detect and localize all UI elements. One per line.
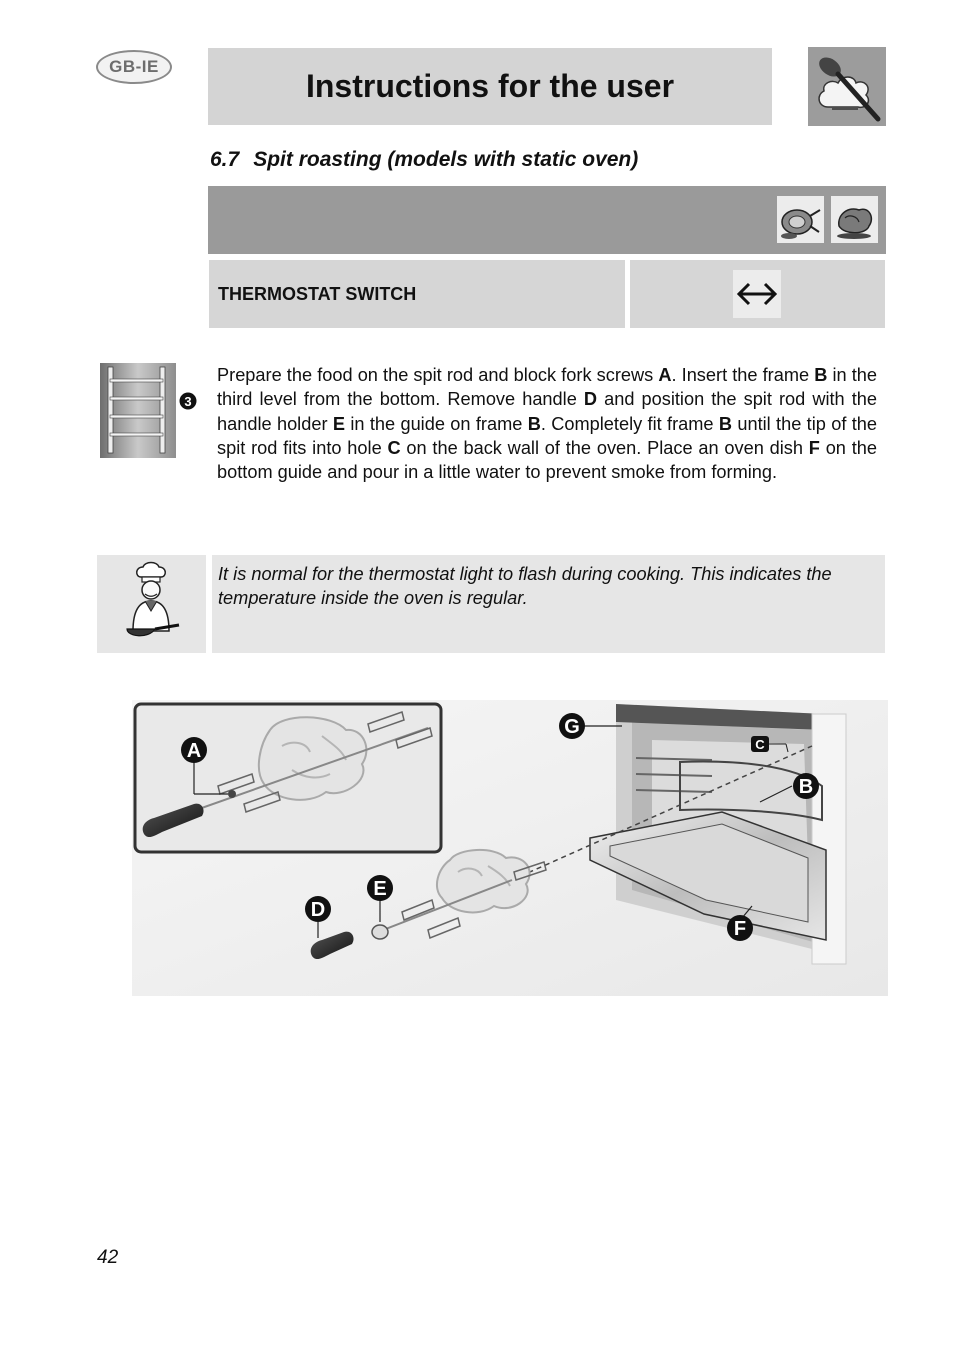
section-heading: [210, 148, 638, 172]
instruction-text: Prepare the food on the spit rod and block fork screws: [217, 365, 659, 385]
header-title-box: [208, 48, 772, 125]
meat-roast-icon: [777, 196, 824, 243]
instruction-text: on the back wall of the oven. Place an oven dish: [400, 437, 809, 458]
diagram-label-b: B: [798, 776, 814, 798]
shelf-level-badge: 3: [184, 394, 192, 409]
region-badge: GB-IE: [96, 50, 172, 84]
thermostat-label-text: THERMOSTAT SWITCH: [218, 283, 417, 304]
page-number: 42: [97, 1247, 119, 1268]
page-title: Instructions for the user: [305, 68, 675, 104]
note-text: It is normal for the thermostat light to flash during cooking. This indicates the temperature inside the oven is regular.: [218, 564, 832, 608]
part-letter: B: [527, 413, 541, 434]
spit-roast-symbol-icon: [733, 270, 781, 318]
part-letter: B: [814, 365, 828, 385]
instructions-paragraph: [217, 363, 877, 484]
part-letter: B: [718, 413, 732, 434]
part-letter: D: [583, 389, 598, 410]
instruction-text: . Completely fit frame: [540, 413, 719, 434]
chef-spoon-icon: [808, 47, 886, 126]
part-letter: E: [332, 413, 345, 434]
diagram-label-d: D: [310, 899, 326, 921]
part-letter: A: [658, 365, 672, 385]
instruction-text: and position the spit rod with the handle holder: [217, 389, 878, 434]
spit-roast-assembly-diagram: [132, 700, 888, 996]
diagram-label-e: E: [373, 878, 387, 900]
chef-cooking-icon: [97, 555, 206, 653]
diagram-label-g: G: [564, 716, 580, 738]
section-title: Spit roasting (models with static oven): [253, 148, 639, 171]
thermostat-switch-label: [209, 260, 625, 328]
part-letter: F: [808, 437, 820, 458]
instruction-text: in the guide on frame: [345, 413, 528, 434]
section-number: 6.7: [210, 148, 240, 171]
instruction-text: until the tip of the spit rod fits into hole: [217, 413, 877, 458]
instruction-text: on the bottom guide and pour in a little water to prevent smoke from forming.: [217, 437, 877, 483]
diagram-label-a: A: [186, 740, 202, 762]
instruction-text: . Insert the frame: [671, 365, 815, 385]
instruction-text: in the third level from the bottom. Remove handle: [217, 365, 878, 410]
diagram-label-c: C: [755, 737, 765, 752]
oven-shelf-levels-icon: [100, 363, 192, 458]
diagram-label-f: F: [733, 918, 747, 940]
roast-chicken-icon: [831, 196, 878, 243]
part-letter: C: [387, 437, 401, 458]
